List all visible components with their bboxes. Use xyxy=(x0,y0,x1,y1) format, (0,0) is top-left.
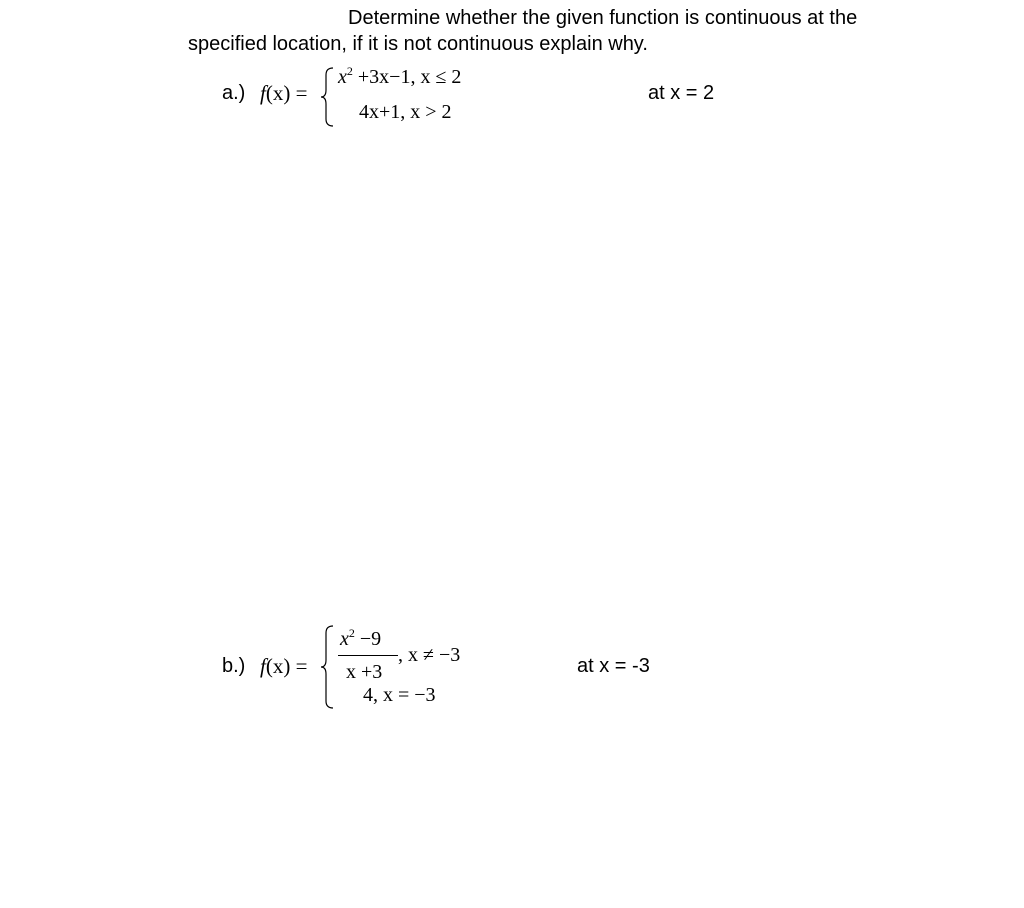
part-b-numerator-exponent: 2 xyxy=(348,626,355,640)
part-a-location: at x = 2 xyxy=(648,82,715,104)
part-b-fraction-bar xyxy=(338,655,398,656)
part-b-numerator-base: x xyxy=(340,628,349,650)
part-b-brace xyxy=(320,624,336,710)
part-a-case-2: 4x+1, x > 2 xyxy=(359,101,452,123)
part-b-function-name xyxy=(260,654,307,679)
part-b-label: b.) xyxy=(222,655,246,677)
part-b-numerator xyxy=(340,628,381,651)
part-a-case-1-rest: +3x−1, x ≤ 2 xyxy=(352,66,462,88)
part-b-case-1-condition: , x ≠ −3 xyxy=(398,644,461,666)
part-b-function-var: (x) = xyxy=(265,654,308,678)
part-a-case-1-exponent: 2 xyxy=(346,64,353,78)
part-a-brace xyxy=(320,66,336,128)
part-b-function-letter: f xyxy=(260,654,266,678)
part-b-location: at x = -3 xyxy=(577,655,650,677)
part-b-numerator-rest: −9 xyxy=(354,628,382,650)
part-a-case-1-base: x xyxy=(338,66,347,88)
part-a-function-letter: f xyxy=(260,81,266,105)
part-a-function-var: (x) = xyxy=(265,81,308,105)
instruction-line-2: specified location, if it is not continuous explain why. xyxy=(188,33,648,55)
instruction-line-1: Determine whether the given function is continuous at the xyxy=(348,7,858,29)
part-b-denominator: x +3 xyxy=(346,661,383,683)
part-a-label: a.) xyxy=(222,82,246,104)
part-b-case-2: 4, x = −3 xyxy=(363,684,436,706)
part-a-case-1 xyxy=(338,66,461,89)
part-a-function-name xyxy=(260,81,307,106)
